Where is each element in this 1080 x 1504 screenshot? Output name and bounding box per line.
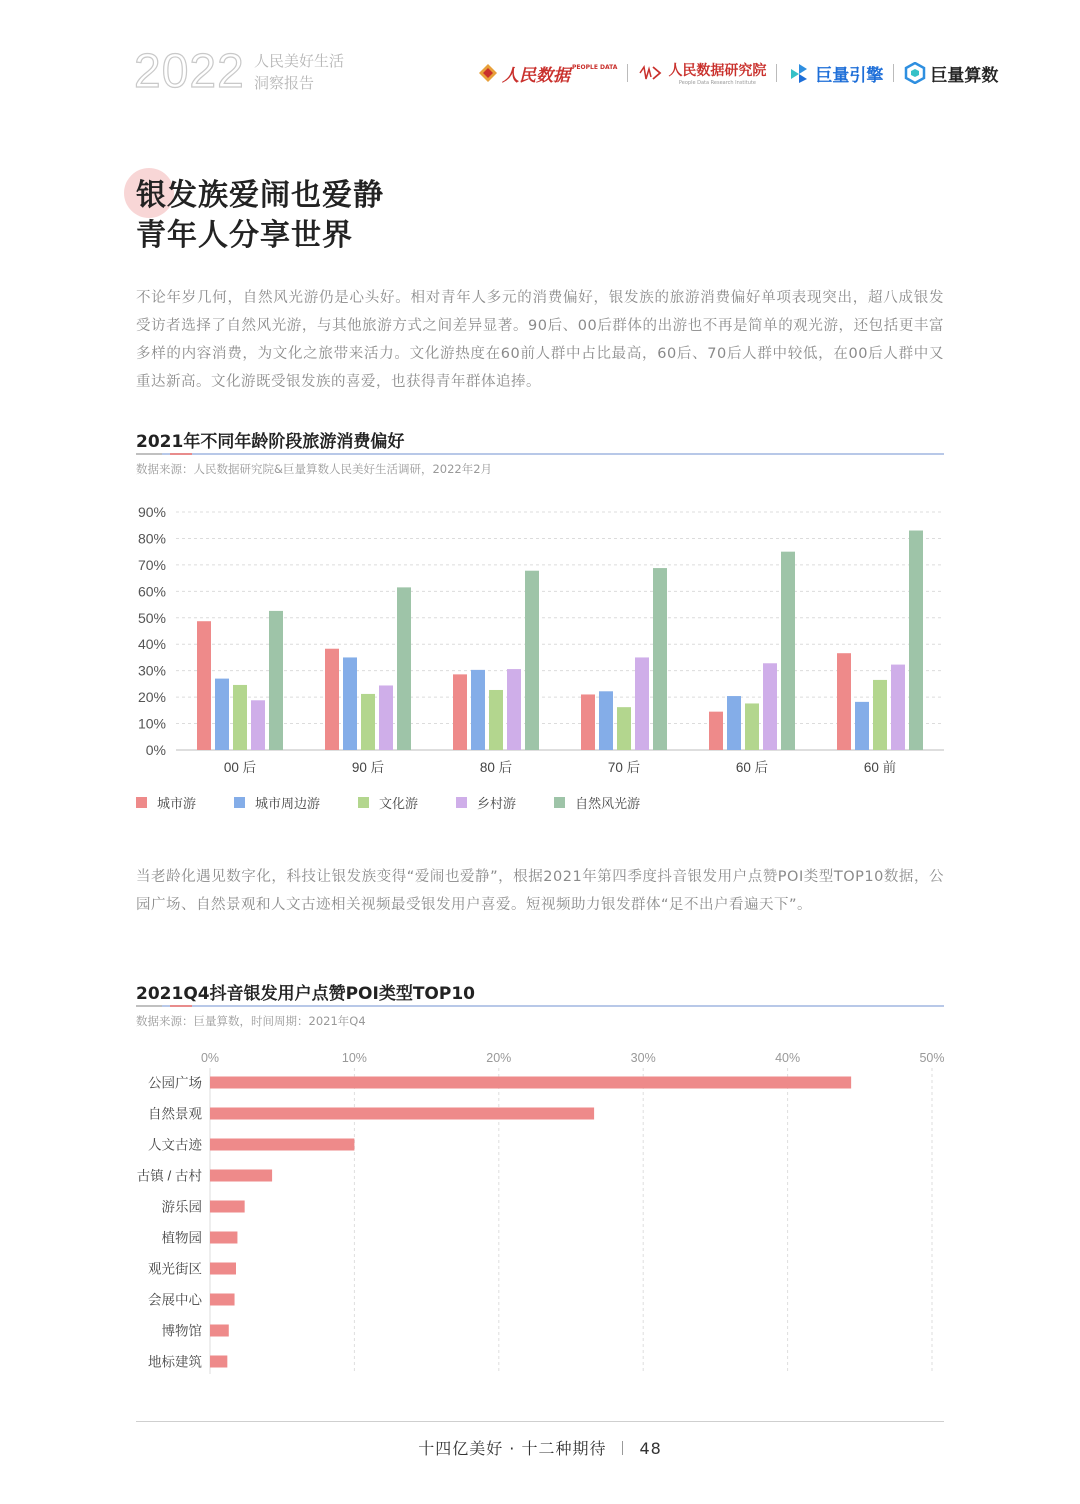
section-title bbox=[136, 176, 384, 256]
x-tick-label: 30% bbox=[630, 1051, 656, 1065]
y-category-label: 公园广场 bbox=[148, 1075, 202, 1091]
section-title-line1: 银发族爱闹也爱静 bbox=[136, 178, 384, 213]
x-tick-label: 90 后 bbox=[351, 760, 385, 775]
bar-城市周边游-90后 bbox=[343, 657, 357, 750]
legend-item bbox=[554, 793, 640, 812]
bar-自然风光游-60后 bbox=[781, 552, 795, 750]
logo-research-institute-text: 人民数据研究院 bbox=[668, 63, 767, 79]
bar-公园广场 bbox=[210, 1077, 851, 1089]
logo-ocean-engine-text: 巨量引擎 bbox=[815, 65, 884, 86]
legend-swatch bbox=[358, 797, 369, 808]
report-year: 2022 bbox=[134, 45, 245, 98]
chart1-title-rule bbox=[136, 453, 944, 455]
legend-swatch bbox=[456, 797, 467, 808]
section-title-line2: 青年人分享世界 bbox=[136, 218, 353, 253]
y-tick-label: 50% bbox=[137, 609, 166, 626]
logo-research-institute-sub: People Data Research Institute bbox=[678, 80, 756, 86]
legend-item bbox=[136, 793, 196, 812]
bar-自然景观 bbox=[210, 1108, 594, 1120]
bar-城市游-00后 bbox=[197, 621, 211, 750]
x-tick-label: 00 后 bbox=[223, 760, 257, 775]
bar-会展中心 bbox=[210, 1294, 235, 1306]
chart2-source: 数据来源：巨量算数，时间周期：2021年Q4 bbox=[136, 1014, 366, 1028]
y-category-label: 植物园 bbox=[161, 1230, 202, 1246]
footer bbox=[0, 1436, 1080, 1459]
y-category-label: 会展中心 bbox=[148, 1292, 202, 1308]
logo-people-data-text: 人民数据 bbox=[502, 65, 570, 86]
report-name-line1: 人民美好生活 bbox=[254, 52, 345, 70]
y-category-label: 古镇 / 古村 bbox=[136, 1168, 202, 1184]
bar-自然风光游-70后 bbox=[653, 568, 667, 750]
y-tick-label: 20% bbox=[137, 689, 166, 706]
logo-suanshu bbox=[904, 61, 998, 86]
footer-rule bbox=[136, 1421, 944, 1422]
bar-观光街区 bbox=[210, 1263, 236, 1275]
bar-地标建筑 bbox=[210, 1356, 227, 1368]
bar-乡村游-70后 bbox=[635, 657, 649, 750]
y-category-label: 自然景观 bbox=[148, 1106, 202, 1122]
bar-自然风光游-00后 bbox=[269, 611, 283, 750]
y-category-label: 人文古迹 bbox=[148, 1137, 202, 1153]
bar-城市游-70后 bbox=[581, 694, 595, 750]
second-paragraph: 当老龄化遇见数字化，科技让银发族变得“爱闹也爱静”，根据2021年第四季度抖音银发用户点赞POI类型TOP10数据，公园广场、自然景观和人文古迹相关视频最受银发用户喜爱。短视频助力银发群体“足不出户看遍天下”。 bbox=[136, 869, 944, 913]
bar-文化游-80后 bbox=[489, 690, 503, 750]
diamond-logo-icon bbox=[478, 63, 498, 83]
chart1-grouped-bar-chart bbox=[120, 498, 960, 783]
chart2-horizontal-bar-chart bbox=[120, 1044, 960, 1374]
legend-item bbox=[234, 793, 320, 812]
bar-文化游-90后 bbox=[361, 694, 375, 750]
bar-城市周边游-60前 bbox=[855, 702, 869, 750]
bar-文化游-70后 bbox=[617, 707, 631, 750]
bar-自然风光游-60前 bbox=[909, 531, 923, 750]
x-tick-label: 40% bbox=[775, 1051, 801, 1065]
x-tick-label: 0% bbox=[200, 1051, 220, 1065]
partner-logos bbox=[478, 56, 998, 90]
y-category-label: 游乐园 bbox=[161, 1199, 202, 1215]
legend-swatch bbox=[234, 797, 245, 808]
legend-swatch bbox=[136, 797, 147, 808]
y-tick-label: 40% bbox=[137, 636, 166, 653]
y-tick-label: 0% bbox=[145, 742, 166, 758]
y-tick-label: 90% bbox=[137, 504, 166, 520]
bar-自然风光游-90后 bbox=[397, 587, 411, 750]
bar-乡村游-80后 bbox=[507, 669, 521, 750]
logo-divider bbox=[776, 64, 777, 82]
report-name-line2: 洞察报告 bbox=[254, 74, 315, 92]
logo-people-data-tag: PEOPLE DATA bbox=[572, 63, 618, 71]
footer-divider bbox=[622, 1441, 623, 1455]
bar-城市游-60后 bbox=[709, 712, 723, 750]
ocean-engine-icon bbox=[787, 62, 811, 84]
bar-植物园 bbox=[210, 1232, 237, 1244]
chart2-title-rule bbox=[136, 1005, 944, 1007]
x-tick-label: 50% bbox=[919, 1051, 945, 1065]
bar-城市周边游-70后 bbox=[599, 691, 613, 750]
bar-乡村游-60后 bbox=[763, 663, 777, 750]
suanshu-icon bbox=[904, 62, 926, 84]
page-number: 48 bbox=[639, 1439, 662, 1458]
bar-城市游-80后 bbox=[453, 674, 467, 750]
legend-swatch bbox=[554, 797, 565, 808]
y-tick-label: 30% bbox=[137, 662, 166, 679]
logo-research-institute bbox=[638, 60, 766, 86]
chart1-title: 2021年不同年龄阶段旅游消费偏好 bbox=[136, 432, 405, 452]
y-tick-label: 10% bbox=[137, 715, 166, 732]
bar-城市周边游-60后 bbox=[727, 696, 741, 750]
bar-文化游-00后 bbox=[233, 685, 247, 750]
footer-text: 十四亿美好 · 十二种期待 bbox=[418, 1439, 607, 1458]
y-tick-label: 60% bbox=[137, 583, 166, 600]
wave-logo-icon bbox=[638, 63, 664, 83]
bar-乡村游-60前 bbox=[891, 665, 905, 750]
y-category-label: 博物馆 bbox=[161, 1323, 202, 1339]
logo-people-data bbox=[478, 61, 617, 86]
bar-城市游-60前 bbox=[837, 653, 851, 750]
bar-文化游-60后 bbox=[745, 703, 759, 750]
bar-文化游-60前 bbox=[873, 680, 887, 750]
report-name bbox=[254, 50, 344, 94]
legend-label: 文化游 bbox=[379, 797, 419, 812]
logo-divider bbox=[893, 64, 894, 82]
y-category-label: 地标建筑 bbox=[148, 1354, 202, 1370]
logo-suanshu-text: 巨量算数 bbox=[930, 65, 999, 86]
logo-divider bbox=[627, 64, 628, 82]
x-tick-label: 70 后 bbox=[607, 760, 641, 775]
y-tick-label: 80% bbox=[137, 530, 166, 547]
legend-label: 乡村游 bbox=[477, 797, 517, 812]
y-category-label: 观光街区 bbox=[148, 1261, 202, 1277]
bar-乡村游-00后 bbox=[251, 700, 265, 750]
bar-游乐园 bbox=[210, 1201, 245, 1213]
x-tick-label: 10% bbox=[341, 1051, 367, 1065]
chart1-source: 数据来源：人民数据研究院&巨量算数人民美好生活调研，2022年2月 bbox=[136, 462, 493, 476]
chart1-legend bbox=[136, 793, 678, 812]
bar-自然风光游-80后 bbox=[525, 571, 539, 750]
bar-人文古迹 bbox=[210, 1139, 354, 1151]
x-tick-label: 20% bbox=[486, 1051, 512, 1065]
chart2-title: 2021Q4抖音银发用户点赞POI类型TOP10 bbox=[136, 984, 475, 1004]
y-tick-label: 70% bbox=[137, 556, 166, 573]
x-tick-label: 80 后 bbox=[479, 760, 513, 775]
logo-ocean-engine bbox=[787, 61, 883, 86]
bar-乡村游-90后 bbox=[379, 685, 393, 750]
bar-城市游-90后 bbox=[325, 649, 339, 750]
bar-城市周边游-00后 bbox=[215, 679, 229, 750]
x-tick-label: 60 前 bbox=[863, 760, 897, 775]
legend-item bbox=[358, 793, 418, 812]
legend-label: 城市游 bbox=[157, 797, 197, 812]
bar-古镇/古村 bbox=[210, 1170, 272, 1182]
bar-博物馆 bbox=[210, 1325, 229, 1337]
bar-城市周边游-80后 bbox=[471, 670, 485, 750]
legend-label: 自然风光游 bbox=[575, 797, 641, 812]
legend-label: 城市周边游 bbox=[255, 797, 321, 812]
legend-item bbox=[456, 793, 516, 812]
x-tick-label: 60 后 bbox=[735, 760, 769, 775]
intro-paragraph: 不论年岁几何，自然风光游仍是心头好。相对青年人多元的消费偏好，银发族的旅游消费偏好单项表现突出，超八成银发受访者选择了自然风光游，与其他旅游方式之间差异显著。90后、00后群体的出游也不再是简单的观光游，还包括更丰富多样的内容消费，为文化之旅带来活力。文化游热度在60前人群中占比最高，60后、70后人群中较低，在00后人群中又重达新高。文化游既受银发族的喜爱，也获得青年群体追捧。 bbox=[136, 290, 944, 390]
